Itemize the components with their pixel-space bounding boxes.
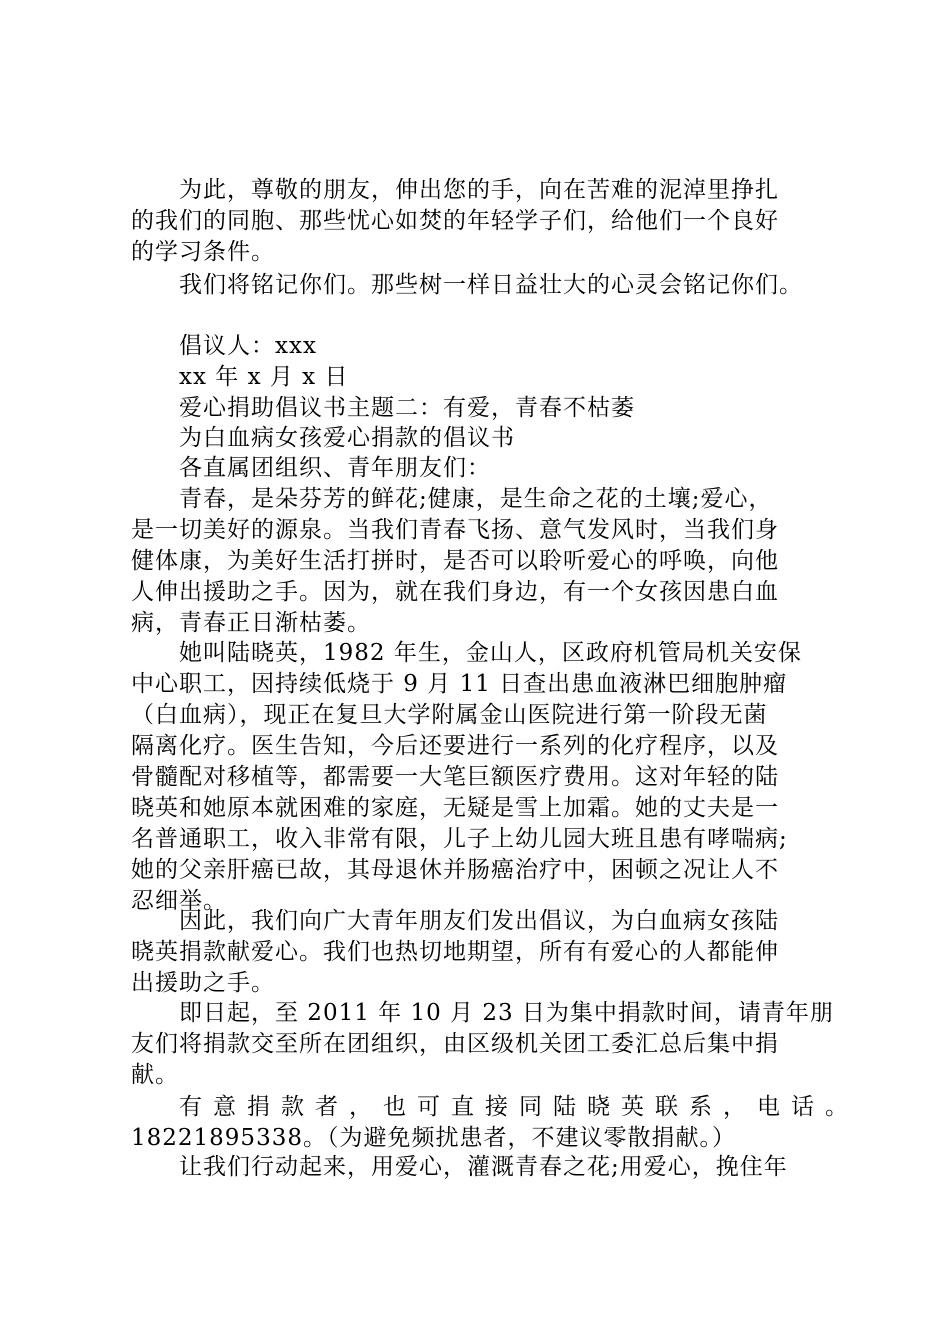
paragraph-line: 倡议人：xxx xyxy=(179,333,317,359)
paragraph-appeal-closing xyxy=(131,175,831,268)
paragraph-line: 的我们的同胞、那些忧心如焚的年轻学子们，给他们一个良好 xyxy=(131,208,779,234)
paragraph-line: 青春，是朵芬芳的鲜花;健康，是生命之花的土壤;爱心， xyxy=(179,486,773,512)
paragraph-line: 是一切美好的源泉。当我们青春飞扬、意气发风时，当我们身 xyxy=(131,517,779,543)
paragraph-line: 她叫陆晓英，1982 年生，金山人，区政府机管局机关安保 xyxy=(179,640,802,666)
paragraph-appeal xyxy=(131,906,831,999)
paragraph-line: （白血病），现正在复旦大学附属金山医院进行第一阶段无菌 xyxy=(131,702,768,728)
paragraph-line: 即日起，至 2011 年 10 月 23 日为集中捐款时间，请青年朋 xyxy=(179,1000,834,1026)
paragraph-line: 晓英和她原本就困难的家庭，无疑是雪上加霜。她的丈夫是一 xyxy=(131,795,779,821)
paragraph-line: 因此，我们向广大青年朋友们发出倡议，为白血病女孩陆 xyxy=(179,908,779,934)
paragraph-line: 的学习条件。 xyxy=(131,239,275,265)
paragraph-line: 有意捐款者，也可直接同陆晓英联系，电话。 xyxy=(179,1094,859,1120)
paragraph-line: 爱心捐助倡议书主题二：有爱，青春不枯萎 xyxy=(179,395,635,421)
document-title xyxy=(131,423,831,454)
paragraph-line: 隔离化疗。医生告知，今后还要进行一系列的化疗程序，以及 xyxy=(131,733,779,759)
signature-initiator xyxy=(131,331,831,362)
paragraph-line: 名普通职工，收入非常有限，儿子上幼儿园大班且患有哮喘病; xyxy=(131,826,788,852)
paragraph-line: 晓英捐款献爱心。我们也热切地期望，所有有爱心的人都能伸 xyxy=(131,939,779,965)
paragraph-line: xx 年 x 月 x 日 xyxy=(179,364,349,390)
paragraph-line: 为此，尊敬的朋友，伸出您的手，向在苦难的泥淖里挣扎 xyxy=(179,177,779,203)
paragraph-line: 献。 xyxy=(131,1062,179,1088)
paragraph-line: 我们将铭记你们。那些树一样日益壮大的心灵会铭记你们。 xyxy=(179,272,803,298)
paragraph-contact xyxy=(131,1092,859,1154)
paragraph-line: 中心职工，因持续低烧于 9 月 11 日查出患血液淋巴细胞肿瘤 xyxy=(131,671,788,697)
paragraph-line: 骨髓配对移植等，都需要一大笔巨额医疗费用。这对年轻的陆 xyxy=(131,764,779,790)
paragraph-line: 她的父亲肝癌已故，其母退休并肠癌治疗中，困顿之况让人不 xyxy=(131,857,779,883)
paragraph-line: 忍细举。 xyxy=(131,888,227,914)
paragraph-line: 人伸出援助之手。因为，就在我们身边，有一个女孩因患白血 xyxy=(131,579,779,605)
paragraph-remember xyxy=(131,270,831,301)
paragraph-line: 各直属团组织、青年朋友们： xyxy=(179,455,491,481)
paragraph-line: 为白血病女孩爱心捐款的倡议书 xyxy=(179,425,515,451)
paragraph-call-to-action xyxy=(131,1152,831,1183)
signature-date xyxy=(131,362,831,393)
paragraph-patient-story xyxy=(131,638,831,917)
paragraph-line: 18221895338。（为避免频扰患者，不建议零散捐献。） xyxy=(131,1125,736,1151)
paragraph-line: 让我们行动起来，用爱心，灌溉青春之花;用爱心，挽住年 xyxy=(179,1154,788,1180)
paragraph-donation-period xyxy=(131,998,834,1091)
paragraph-line: 友们将捐款交至所在团组织，由区级机关团工委汇总后集中捐 xyxy=(131,1031,779,1057)
paragraph-line: 病，青春正日渐枯萎。 xyxy=(131,610,371,636)
paragraph-youth xyxy=(131,484,831,639)
section-heading-theme-two xyxy=(131,393,831,424)
paragraph-line: 出援助之手。 xyxy=(131,970,275,996)
paragraph-line: 健体康，为美好生活打拼时，是否可以聆听爱心的呼唤，向他 xyxy=(131,548,779,574)
salutation xyxy=(131,453,831,484)
